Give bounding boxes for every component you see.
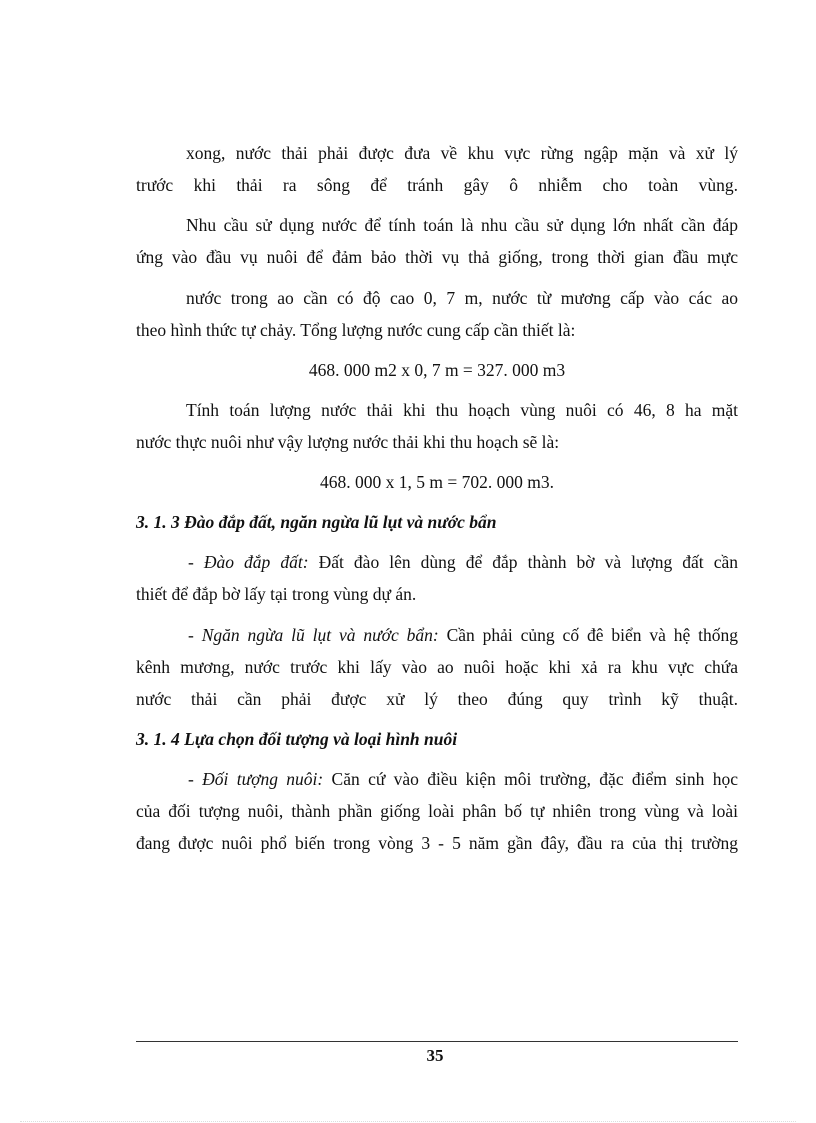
formula-2: 468. 000 x 1, 5 m = 702. 000 m3.: [320, 472, 554, 492]
paragraph-1-line-1: xong, nước thải phải được đưa về khu vực rừng ngập mặn và xử lý: [186, 143, 738, 163]
item-ngan-ngua-line-3: nước thải cần phải được xử lý theo đúng quy trình kỹ thuật.: [136, 689, 738, 709]
paragraph-3-line-1: Tính toán lượng nước thải khi thu hoạch vùng nuôi có 46, 8 ha mặt: [186, 400, 738, 420]
footer-rule: [136, 1041, 738, 1042]
item-dao-dap-dat-line-2: thiết để đắp bờ lấy tại trong vùng dự án.: [136, 584, 417, 604]
item-doi-tuong-line-2: của đối tượng nuôi, thành phần giống loài phân bố tự nhiên trong vùng và loài: [136, 801, 738, 821]
item-ngan-ngua-line-2: kênh mương, nước trước khi lấy vào ao nuôi hoặc khi xả ra khu vực chứa: [136, 657, 738, 677]
paragraph-1-line-2: trước khi thải ra sông để tránh gây ô nhiễm cho toàn vùng.: [136, 175, 738, 195]
paragraph-2-line-2: ứng vào đầu vụ nuôi để đảm bảo thời vụ thả giống, trong thời gian đầu mực: [136, 247, 738, 267]
item-dao-dap-dat-line-1: [188, 550, 738, 574]
item-doi-tuong-line-3: đang được nuôi phổ biến trong vòng 3 - 5 năm gần đây, đầu ra của thị trường: [136, 833, 738, 853]
paragraph-3-line-2: nước thực nuôi như vậy lượng nước thải khi thu hoạch sẽ là:: [136, 432, 560, 452]
item-text: Đất đào lên dùng để đắp thành bờ và lượng đất cần: [308, 552, 739, 572]
item-ngan-ngua-line-1: [188, 623, 738, 647]
item-doi-tuong-line-1: [188, 767, 738, 791]
item-label: - Đào đắp đất:: [188, 552, 309, 572]
section-heading-3-1-4: 3. 1. 4 Lựa chọn đối tượng và loại hình nuôi: [136, 729, 458, 749]
item-text: Cần phải củng cố đê biển và hệ thống: [438, 625, 738, 645]
paragraph-2-line-1: Nhu cầu sử dụng nước để tính toán là nhu cầu sử dụng lớn nhất cần đáp: [186, 215, 738, 235]
paragraph-2-line-4: theo hình thức tự chảy. Tổng lượng nước cung cấp cần thiết là:: [136, 320, 576, 340]
page-edge-dots: [20, 1121, 796, 1122]
item-text: Căn cứ vào điều kiện môi trường, đặc điểm sinh học: [323, 769, 738, 789]
item-label: - Ngăn ngừa lũ lụt và nước bẩn:: [188, 625, 439, 645]
page-number: 35: [426, 1046, 444, 1065]
section-heading-3-1-3: 3. 1. 3 Đào đắp đất, ngăn ngừa lũ lụt và nước bẩn: [136, 512, 497, 532]
item-label: - Đối tượng nuôi:: [188, 769, 324, 789]
paragraph-2-line-3: nước trong ao cần có độ cao 0, 7 m, nước từ mương cấp vào các ao: [186, 288, 738, 308]
formula-1: 468. 000 m2 x 0, 7 m = 327. 000 m3: [308, 360, 566, 380]
